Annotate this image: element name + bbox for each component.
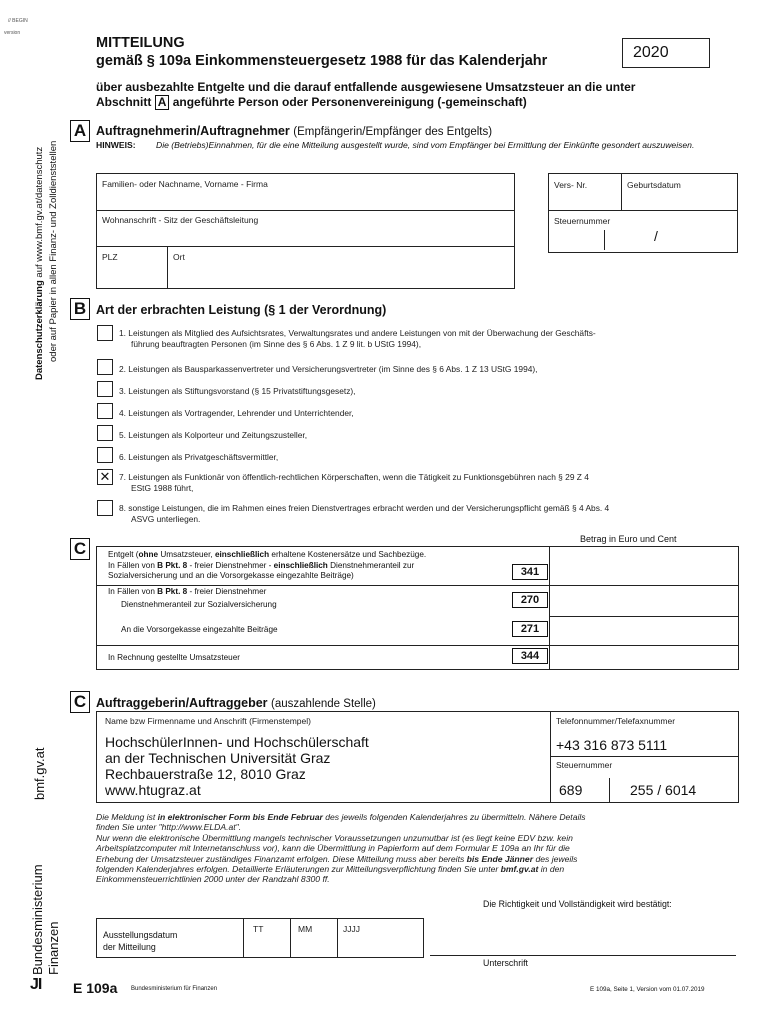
page-title: MITTEILUNG: [96, 35, 185, 51]
signature-line: [430, 955, 736, 956]
tax-number-label: Steuernummer: [554, 216, 611, 226]
amount-271-field[interactable]: [551, 618, 737, 644]
section-c-letter: C: [70, 538, 90, 560]
privacy-notice-line2: oder auf Papier in allen Finanz- und Zolldienststellen: [48, 140, 59, 362]
section-a-title: Auftragnehmerin/Auftragnehmer (Empfängerin/Empfänger des Entgelts): [96, 124, 493, 138]
recipient-identity-table: [96, 173, 515, 289]
tax-number-field[interactable]: [552, 228, 732, 250]
payer-name-line-4: www.htugraz.at: [105, 782, 201, 798]
tax-number-separator: /: [654, 228, 658, 244]
payer-name-field[interactable]: [105, 734, 369, 798]
vers-nr-label: Vers- Nr.: [554, 180, 588, 190]
payer-tax-label: Steuernummer: [556, 760, 613, 770]
plz-label: PLZ: [102, 252, 118, 262]
payer-tax-part2[interactable]: 255 / 6014: [630, 782, 697, 798]
month-label: MM: [298, 924, 313, 934]
payer-phone-label: Telefonnummer/Telefaxnummer: [556, 716, 676, 726]
section-c2-title: Auftraggeberin/Auftraggeber (auszahlende Stelle): [96, 696, 376, 710]
name-field[interactable]: [102, 190, 502, 208]
service-item-3: 3. Leistungen als Stiftungsvorstand (§ 15 Privatstiftungsgesetz),: [119, 386, 356, 396]
address-field[interactable]: [102, 226, 502, 244]
page-subtitle-law: gemäß § 109a Einkommensteuergesetz 1988 für das Kalenderjahr: [96, 53, 548, 69]
code-271: 271: [512, 621, 548, 637]
footer-page-info: E 109a, Seite 1, Version vom 01.07.2019: [590, 986, 705, 993]
payer-name-line-2: an der Technischen Universität Graz: [105, 750, 331, 766]
bmf-url: bmf.gv.at: [32, 747, 47, 800]
year-value: 2020: [633, 44, 669, 61]
checkbox-item-6[interactable]: [97, 447, 113, 463]
begin-mark: // BEGIN: [8, 18, 28, 24]
month-field[interactable]: [292, 935, 335, 955]
service-item-8: 8. sonstige Leistungen, die im Rahmen eines freien Dienstvertrages erbracht werden und der Versicherungspflicht gemäß § 4 Abs. 4 ASVG unterliegen.: [119, 503, 610, 524]
section-b-title: Art der erbrachten Leistung (§ 1 der Verordnung): [96, 303, 387, 317]
recipient-numbers-table: [548, 173, 738, 253]
section-c2-letter: C: [70, 691, 90, 713]
name-label: Familien- oder Nachname, Vorname - Firma: [102, 179, 268, 189]
payer-name-label: Name bzw Firmenname und Anschrift (Firmenstempel): [105, 716, 311, 726]
code-341: 341: [512, 564, 548, 580]
amount-341-field[interactable]: [551, 548, 737, 584]
service-item-6: 6. Leistungen als Privatgeschäftsvermittler,: [119, 452, 279, 462]
section-b-letter: B: [70, 298, 90, 320]
payer-name-line-3: Rechbauerstraße 12, 8010 Graz: [105, 766, 306, 782]
amount-344-field[interactable]: [551, 647, 737, 668]
year-label: JJJJ: [343, 924, 360, 934]
signature-field[interactable]: [430, 940, 736, 955]
version-mark: version: [4, 30, 21, 36]
submission-notes: Die Meldung ist in elektronischer Form bis Ende Februar des jeweils folgenden Kalenderjahres zu übermitteln. Nähere Details finden Sie unter "http://www.ELDA.at". Nur wenn die elektronische Übermittlung mangels technischer Voraussetzungen unzumutbar ist (es liegt keine EDV bzw. kein Arbeitsplatzcomputer mit Internetanschluss vor), kann die Übermittlung in Papierform auf dem Formular E 109a an Ihr für die Erhebung der Umsatzsteuer zuständiges Finanzamt erfolgen. Diese Mitteilung muss aber bereits bis Ende Jänner des jeweils folgenden Kalenderjahres erfolgen. Detaillierte Erläuterungen zur Mitteilungsverpflichtung finden Sie unter bmf.gv.at in den Einkommensteuerrichtlinien 2000 unter der Randzahl 8300 ff.: [96, 812, 586, 885]
payer-name-line-1: HochschülerInnen- und Hochschülerschaft: [105, 734, 369, 750]
issue-date-table: [96, 918, 424, 958]
checkbox-item-1[interactable]: [97, 325, 113, 341]
year-field[interactable]: [339, 935, 421, 955]
payer-table: [96, 711, 739, 803]
section-a-letter: A: [70, 120, 90, 142]
ministry-name: Bundesministerium: [30, 864, 45, 975]
code-270: 270: [512, 592, 548, 608]
plz-field[interactable]: [102, 264, 162, 284]
year-box[interactable]: [622, 38, 710, 68]
amount-270-field[interactable]: [551, 587, 737, 615]
service-item-2: 2. Leistungen als Bausparkassenvertreter und Versicherungsvertreter (im Sinne des § 6 Abs. 1 Z 13 UStG 1994),: [119, 364, 538, 374]
day-field[interactable]: [245, 935, 288, 955]
header-description: über ausbezahlte Entgelte und die darauf entfallende ausgewiesene Umsatzsteuer an die unter Abschnitt A angeführte Person oder Personenvereinigung (-gemeinschaft): [96, 80, 636, 109]
address-label: Wohnanschrift - Sitz der Geschäftsleitung: [102, 215, 259, 225]
service-item-7: 7. Leistungen als Funktionär von öffentlich-rechtlichen Körperschaften, wenn die Tätigkeit zu Funktionsgebühren nach § 29 Z 4 EStG 1988 führt,: [119, 472, 589, 493]
checkbox-item-4[interactable]: [97, 403, 113, 419]
service-item-4: 4. Leistungen als Vortragender, Lehrender und Unterrichtender,: [119, 408, 354, 418]
amount-row-vorsorge-label: An die Vorsorgekasse eingezahlte Beiträge: [121, 625, 278, 634]
birthdate-field[interactable]: [625, 190, 733, 208]
issue-date-label: Ausstellungsdatum der Mitteilung: [103, 930, 178, 952]
amounts-table: [96, 546, 739, 670]
payer-tax-part1[interactable]: 689: [559, 782, 583, 798]
footer-ministry: Bundesministerium für Finanzen: [131, 986, 218, 992]
ort-label: Ort: [173, 252, 185, 262]
amount-row-ust-label: In Rechnung gestellte Umsatzsteuer: [108, 653, 240, 662]
ministry-name-line2: Finanzen: [46, 921, 61, 975]
service-item-5: 5. Leistungen als Kolporteur und Zeitungszusteller,: [119, 430, 308, 440]
checkbox-item-2[interactable]: [97, 359, 113, 375]
confirmation-text: Die Richtigkeit und Vollständigkeit wird bestätigt:: [483, 899, 672, 909]
birthdate-label: Geburtsdatum: [627, 180, 681, 190]
amount-row-dn-label: In Fällen von B Pkt. 8 - freier Dienstnehmer Dienstnehmeranteil zur Sozialversicherung: [108, 587, 277, 609]
section-a-hint: HINWEIS: Die (Betriebs)Einnahmen, für die eine Mitteilung ausgestellt wurde, sind vom Empfänger bei Ermittlung der Einkünfte gesondert auszuweisen.: [96, 140, 695, 150]
privacy-notice: Datenschutzerklärung auf www.bmf.gv.at/datenschutz: [34, 146, 45, 380]
vers-nr-field[interactable]: [552, 190, 618, 208]
checkbox-item-3[interactable]: [97, 381, 113, 397]
bmf-logo: JI: [30, 976, 42, 993]
checkbox-item-8[interactable]: [97, 500, 113, 516]
form-id: E 109a: [73, 980, 118, 996]
amount-row-entgelt-label: Entgelt (ohne Umsatzsteuer, einschließlich erhaltene Kostenersätze und Sachbezüge. In Fällen von B Pkt. 8 - freier Dienstnehmer - einschließlich Dienstnehmeranteil zur Sozialversicherung und an die Vorsorgekasse eingezahlte Beiträge): [108, 550, 427, 580]
checkbox-item-7[interactable]: ✕: [97, 469, 113, 485]
inline-section-a-box: A: [155, 95, 170, 110]
ort-field[interactable]: [173, 264, 503, 284]
day-label: TT: [253, 924, 264, 934]
signature-label: Unterschrift: [483, 958, 528, 968]
code-344: 344: [512, 648, 548, 664]
service-item-1: 1. Leistungen als Mitglied des Aufsichtsrates, Verwaltungsrates und andere Leistungen von mit der Überwachung der Geschäfts- führung beauftragten Personen (im Sinne des § 6 Abs. 1 Z 9 lit. b UStG 1994),: [119, 328, 596, 349]
amount-column-header: Betrag in Euro und Cent: [580, 534, 677, 544]
checkbox-item-5[interactable]: [97, 425, 113, 441]
payer-phone-field[interactable]: +43 316 873 5111: [556, 737, 668, 753]
